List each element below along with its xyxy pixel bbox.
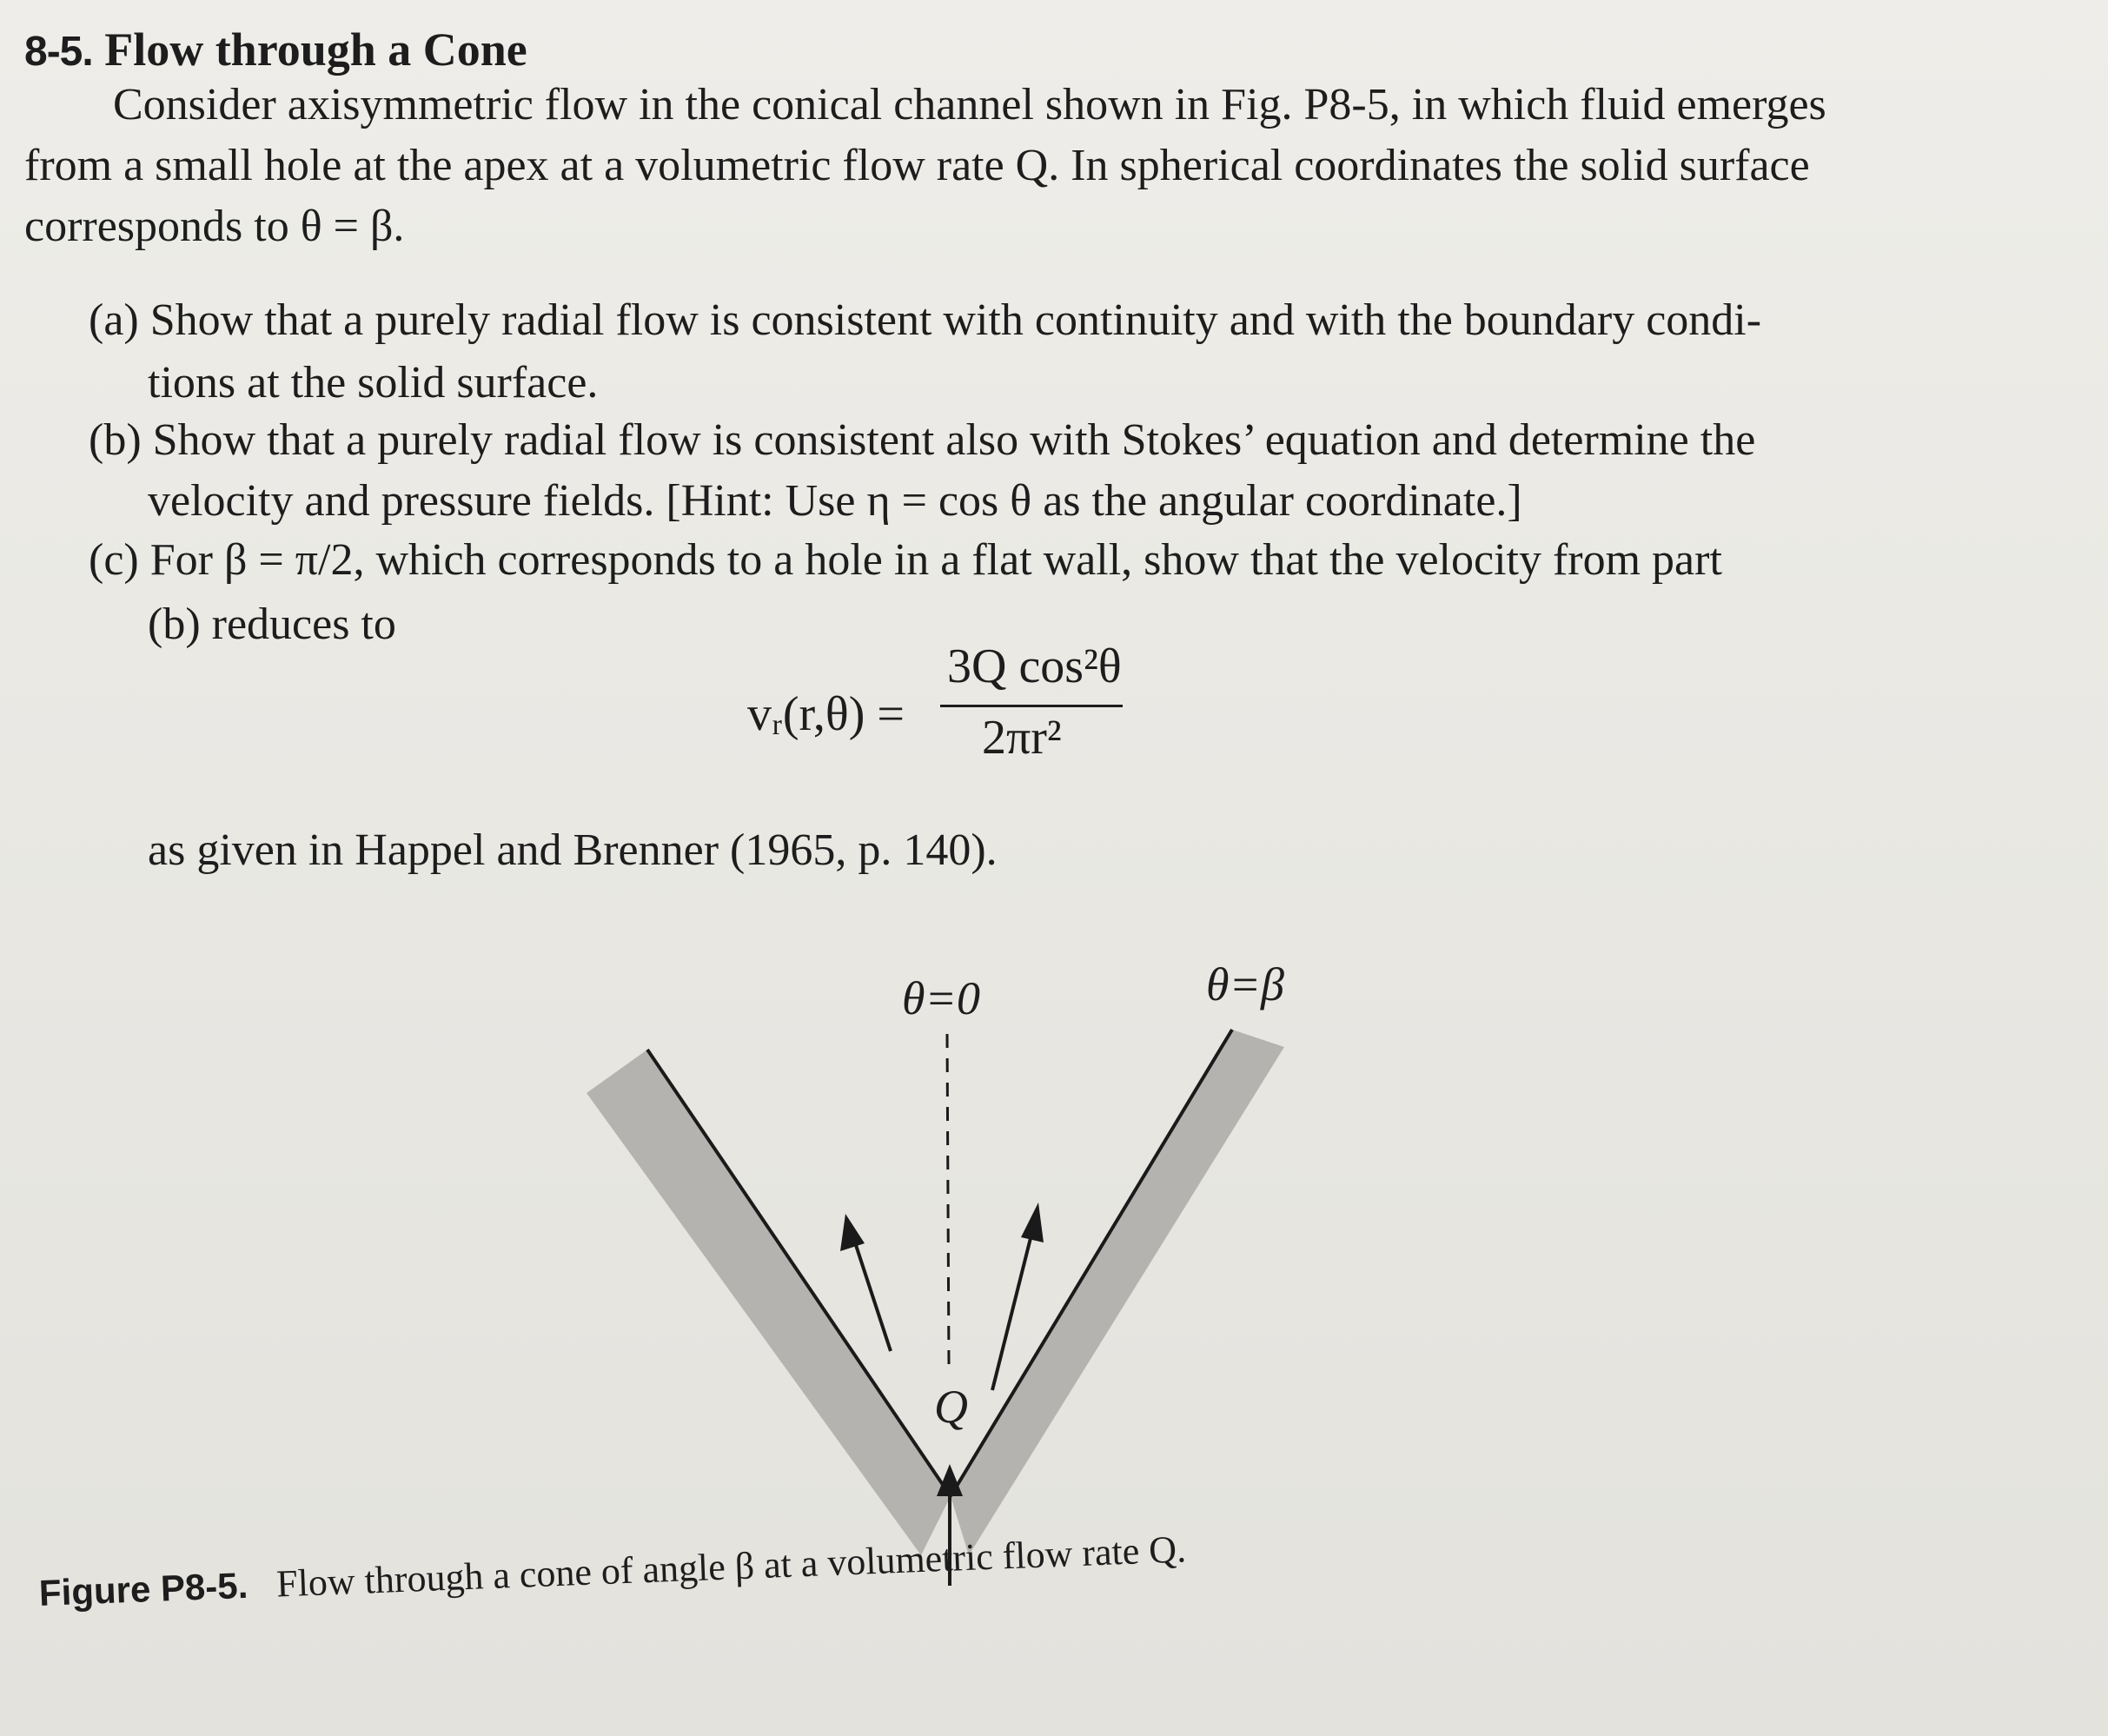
part-a-text-1: Show that a purely radial flow is consistent with continuity and with the boundary condi- <box>149 295 1762 345</box>
left-wall-edge <box>647 1050 951 1496</box>
right-radial-arrow-head <box>1021 1203 1044 1242</box>
left-radial-arrow-shaft <box>855 1242 891 1351</box>
centerline-dashed <box>947 1034 949 1364</box>
part-b-line-2: velocity and pressure fields. [Hint: Use η = cos θ as the angular coordinate.] <box>148 476 1522 526</box>
intro-line-2: from a small hole at the apex at a volumetric flow rate Q. In spherical coordinates the solid surface <box>24 141 1810 190</box>
part-c-text-1: For β = π/2, which corresponds to a hole in a flat wall, show that the velocity from part <box>149 535 1722 585</box>
problem-title: Flow through a Cone <box>104 23 527 76</box>
left-cone-wall <box>587 1050 951 1555</box>
part-b-text-1: Show that a purely radial flow is consistent also with Stokes’ equation and determine the <box>152 415 1756 465</box>
part-b-label: (b) <box>89 415 142 465</box>
intro-line-3: corresponds to θ = β. <box>24 202 405 251</box>
intro-line-1: Consider axisymmetric flow in the conical channel shown in Fig. P8-5, in which fluid emerges <box>113 80 1826 129</box>
equation-denominator: 2πr² <box>982 711 1062 765</box>
equation-numerator: 3Q cos²θ <box>947 639 1122 693</box>
caption-text: Flow through a cone of angle β at a volumetric flow rate Q. <box>275 1527 1187 1606</box>
equation-lhs: vᵣ(r,θ) = <box>747 687 905 741</box>
theta-zero-label: θ=0 <box>902 972 980 1024</box>
right-radial-arrow-shaft <box>992 1238 1031 1390</box>
part-c-label: (c) <box>89 535 139 585</box>
closing-line: as given in Happel and Brenner (1965, p. 140). <box>148 825 998 875</box>
left-radial-arrow-head <box>840 1214 865 1251</box>
theta-beta-label: θ=β <box>1206 958 1284 1010</box>
right-cone-wall <box>951 1030 1284 1555</box>
part-c-line-2: (b) reduces to <box>148 600 396 649</box>
flow-rate-label: Q <box>934 1381 968 1433</box>
right-wall-edge <box>951 1030 1232 1496</box>
problem-number: 8-5. <box>24 29 93 75</box>
caption-label: Figure P8-5. <box>38 1564 249 1613</box>
part-a-label: (a) <box>89 295 139 345</box>
part-a-line-2: tions at the solid surface. <box>148 358 599 407</box>
